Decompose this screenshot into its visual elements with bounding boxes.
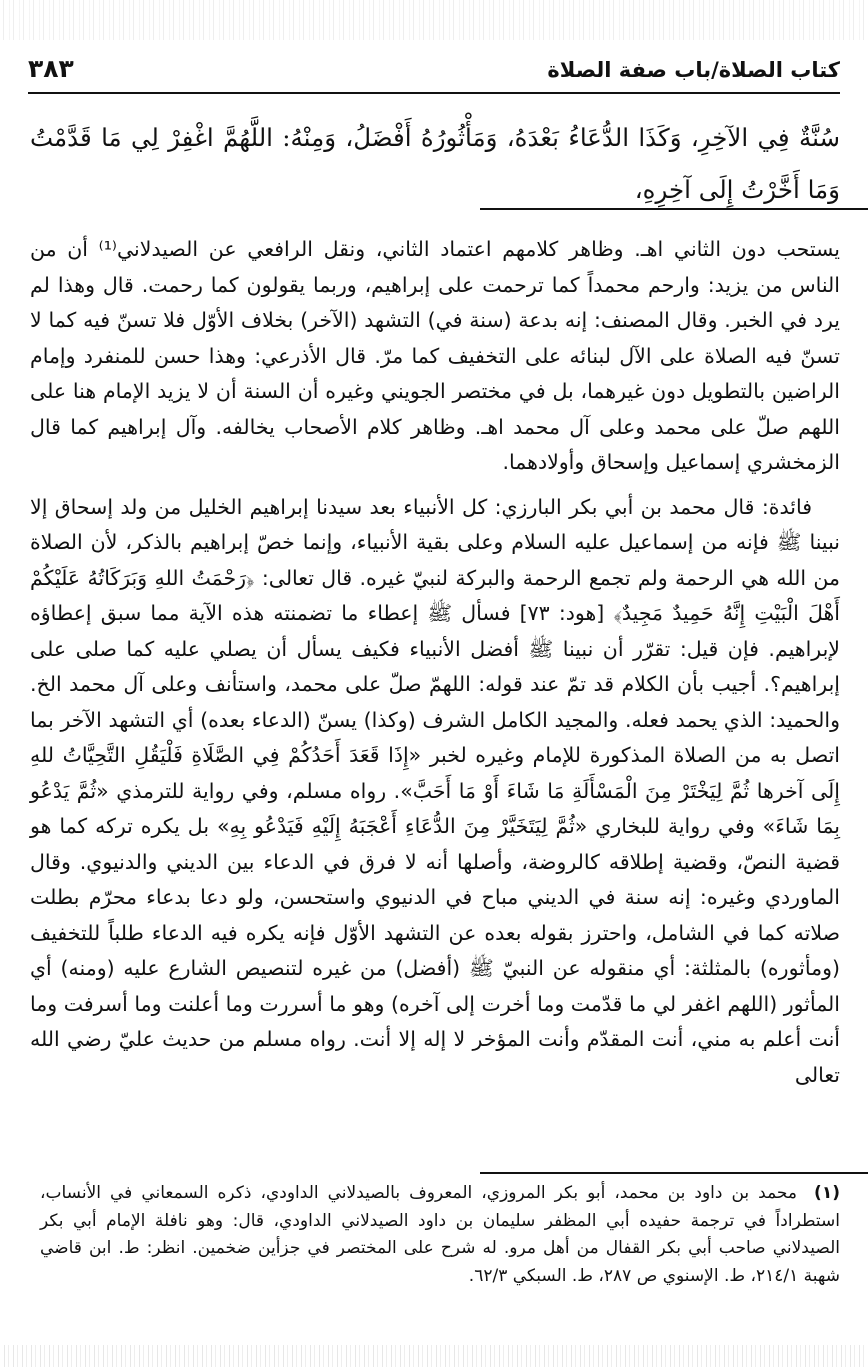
running-title: كتاب الصلاة/باب صفة الصلاة [547, 58, 840, 82]
matn-separator-rule [480, 208, 868, 210]
footnote [40, 1180, 840, 1290]
commentary-paragraph: فائدة: قال محمد بن أبي بكر البارزي: كل الأنبياء بعد سيدنا إبراهيم الخليل من ولد إسحاق إلا نبينا ﷺ فإنه من إسماعيل عليه السلام وعلى بقية الأنبياء، وإنما خصّ إبراهيم بالذكر، لأن الصلاة من الله هي الرحمة ولم تجمع الرحمة والبركة لنبيّ غيره. قال تعالى: ﴿رَحْمَتُ اللهِ وَبَرَكَاتُهُ عَلَيْكُمْ أَهْلَ الْبَيْتِ إِنَّهُ حَمِيدٌ مَجِيدٌ﴾ [هود: ٧٣] فسأل ﷺ إعطاء ما تضمنته هذه الآية مما سبق إعطاؤه لإبراهيم. فإن قيل: تقرّر أن نبينا ﷺ أفضل الأنبياء فكيف يسأل أن يصلي عليه كما صلى على إبراهيم؟. أجيب بأن الكلام قد تمّ عند قوله: اللهمّ صلّ على محمد، واستأنف وعلى آل محمد الخ. والحميد: الذي يحمد فعله. والمجيد الكامل الشرف (وكذا) يسنّ (الدعاء بعده) أي التشهد الآخر بما اتصل به من الصلاة المذكورة للإمام وغيره لخبر «إِذَا قَعَدَ أَحَدُكُمْ فِي الصَّلَاةِ فَلْيَقُلِ التَّحِيَّاتُ للهِ إِلَى آخرها ثُمَّ لِيَخْتَرْ مِنَ الْمَسْأَلَةِ مَا شَاءَ أَوْ مَا أَحَبَّ». رواه مسلم، وفي رواية للترمذي «ثُمَّ يَدْعُو بِمَا شَاءَ» وفي رواية للبخاري «ثُمَّ لِيَتَخَيَّرْ مِنَ الدُّعَاءِ أَعْجَبَهُ إِلَيْهِ فَيَدْعُو بِهِ» بل يكره تركه كما هو قضية النصّ، وقضية إطلاقه كالروضة، وأصلها أنه لا فرق في الدعاء بين الديني والدنيوي. وقال الماوردي وغيره: إنه سنة في الديني مباح في الدنيوي واستحسن، ولو دعا بدعاء محرّم بطلت صلاته كما في الشامل، واحترز بقوله بعده عن التشهد الأوّل فإنه يكره فيه الدعاء طلباً للتخفيف (ومأثوره) بالمثلثة: أي منقوله عن النبيّ ﷺ (أفضل) من غيره لتنصيص الشارع عليه (ومنه) أي المأثور (اللهم اغفر لي ما قدّمت وما أخرت إلى آخره) وهو ما أسررت وما أعلنت وما أسرفت وما أنت أعلم به مني، أنت المقدّم وأنت المؤخر لا إله إلا أنت. رواه مسلم من حديث عليّ رضي الله تعالى [30, 494, 840, 1087]
page-number: ٣٨٣ [28, 54, 74, 83]
commentary-paragraph: يستحب دون الثاني اهـ. وظاهر كلامهم اعتماد الثاني، ونقل الرافعي عن الصيدلاني⁽¹⁾ أن من الناس من يزيد: وارحم محمداً كما ترحمت على إبراهيم، وربما يقولون كما رحمت. قال وهذا لم يرد في الخبر. وقال المصنف: إنه بدعة (سنة في) التشهد (الآخر) بخلاف الأوّل فلا تسنّ فيه كما لا تسنّ فيه الصلاة على الآل لبنائه على التخفيف كما مرّ. قال الأذرعي: وهذا حسن للمنفرد وإمام الراضين بالتطويل دون غيرهما، بل في مختصر الجويني وغيره أن السنة أن لا يزيد الإمام هنا على اللهم صلّ على محمد وعلى آل محمد اهـ. وظاهر كلام الأصحاب يخالفه. وآل إبراهيم كما قال الزمخشري إسماعيل وإسحاق وأولادهما. [30, 237, 840, 474]
commentary-body [30, 232, 840, 1093]
scan-noise-bottom [0, 1345, 868, 1367]
footnote-separator-rule [480, 1172, 868, 1174]
footnote-text: محمد بن داود بن محمد، أبو بكر المروزي، المعروف بالصيدلاني الداودي، ذكره السمعاني في الأنساب، استطراداً في ترجمة حفيده أبي المظفر سليمان بن داود الصيدلاني الداودي، قال: وهو نافلة الإمام أبي بكر الصيدلاني صاحب أبي بكر القفال من أهل مرو. له شرح على المختصر في جزأين ضخمين. انظر: ط. ابن قاضي شهبة ٢١٤/١، ط. الإسنوي ص ٢٨٧، ط. السبكي ٦٢/٣. [40, 1183, 840, 1286]
page-header [28, 52, 840, 94]
footnote-marker: (١) [814, 1183, 840, 1203]
matn-text: سُنَّةٌ فِي الآخِرِ، وَكَذَا الدُّعَاءُ بَعْدَهُ، وَمَأْثُورُهُ أَفْضَلُ، وَمِنْهُ: اللَّهُمَّ اغْفِرْ لِي مَا قَدَّمْتُ وَمَا أَخَّرْتُ إِلَى آخِرِهِ، [30, 123, 840, 204]
scan-noise-top [0, 0, 868, 40]
